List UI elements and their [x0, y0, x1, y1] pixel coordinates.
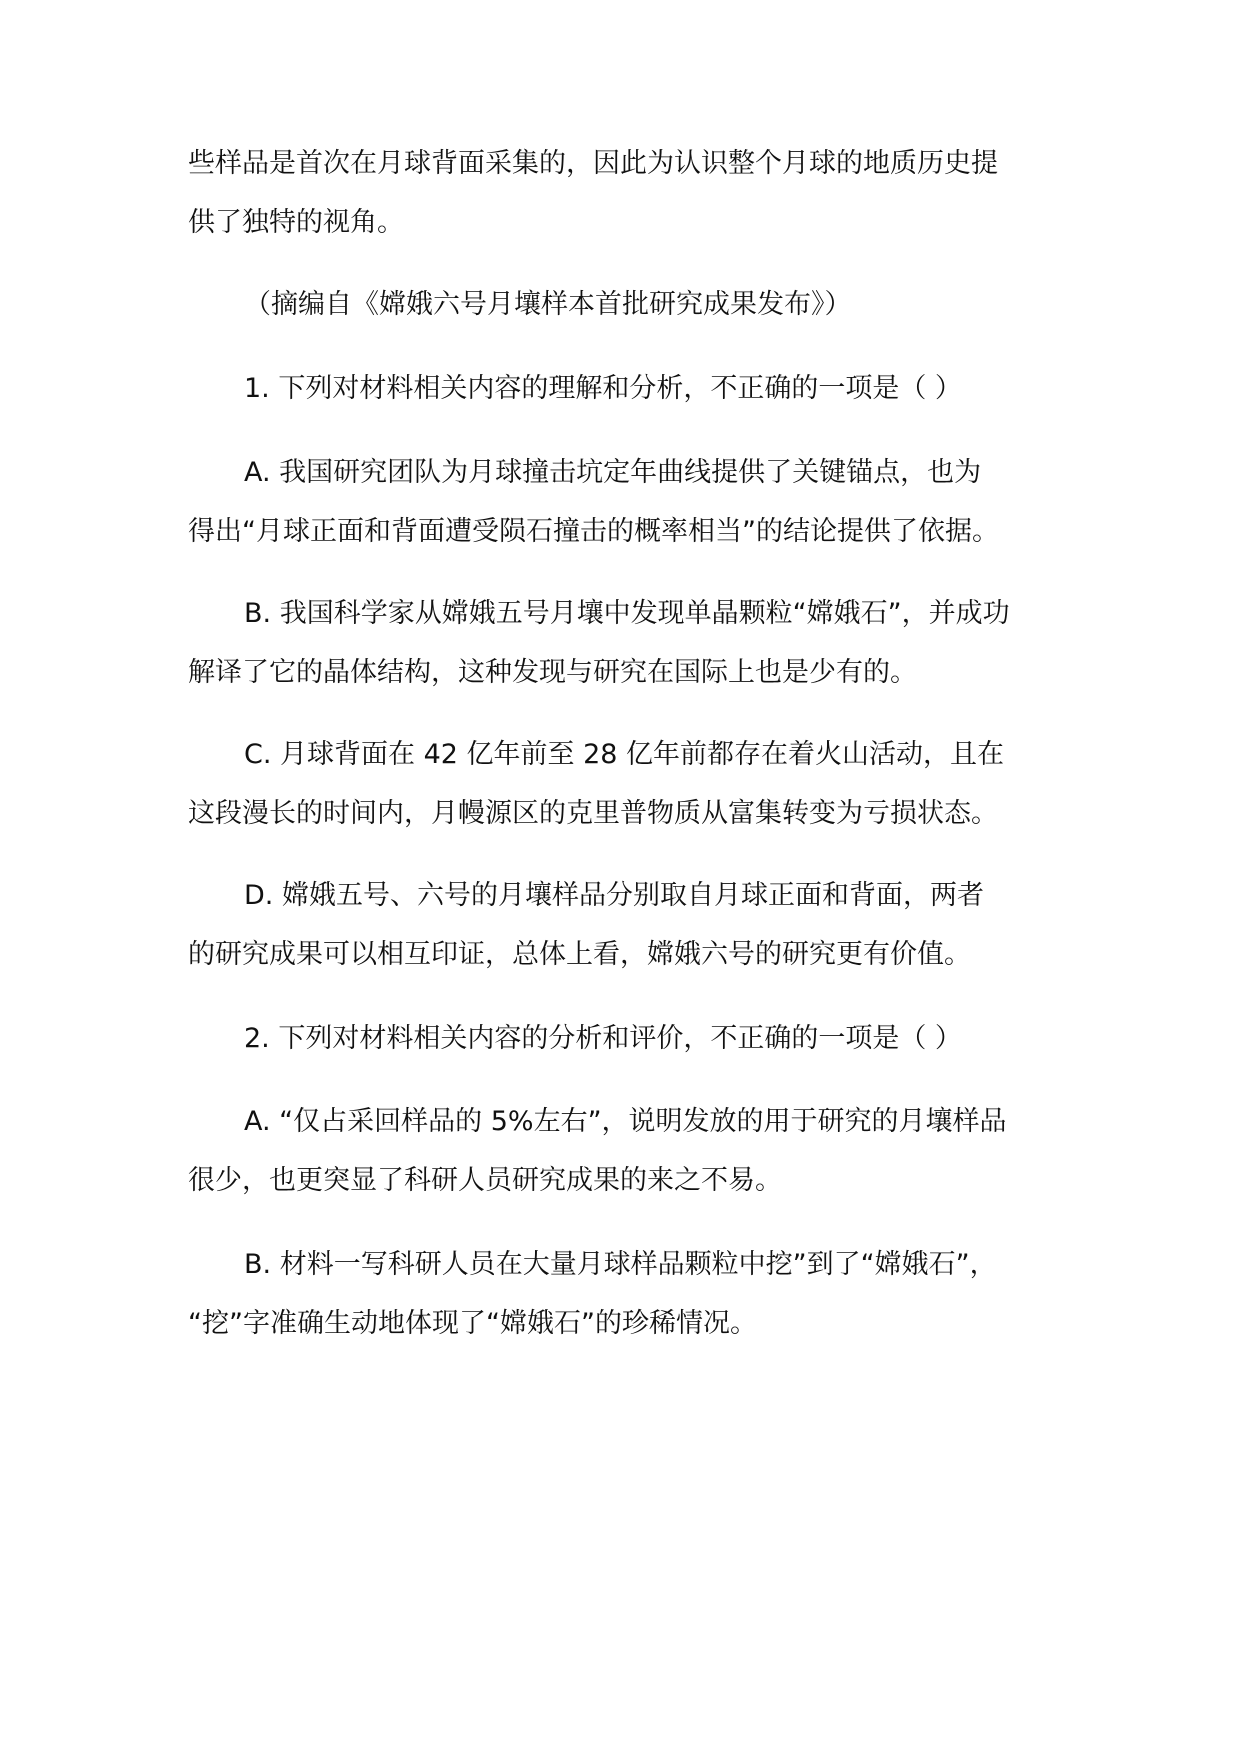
q1-option-c-line-2: 这段漫长的时间内，月幔源区的克里普物质从富集转变为亏损状态。 [188, 798, 998, 829]
q1-option-c-line-1: C. 月球背面在 42 亿年前至 28 亿年前都存在着火山活动，且在 [244, 739, 1005, 770]
question-1-stem: 1. 下列对材料相关内容的理解和分析，不正确的一项是（ ） [244, 373, 962, 404]
q1-option-a-line-2: 得出“月球正面和背面遭受陨石撞击的概率相当”的结论提供了依据。 [188, 516, 999, 547]
q1-option-d-line-1: D. 嫦娥五号、六号的月壤样品分别取自月球正面和背面，两者 [244, 880, 984, 911]
source-citation: （摘编自《嫦娥六号月壤样本首批研究成果发布》） [244, 289, 852, 320]
q1-option-d-line-2: 的研究成果可以相互印证，总体上看，嫦娥六号的研究更有价值。 [188, 939, 971, 970]
question-2-stem: 2. 下列对材料相关内容的分析和评价，不正确的一项是（ ） [244, 1023, 962, 1054]
q1-option-b-line-2: 解译了它的晶体结构，这种发现与研究在国际上也是少有的。 [188, 657, 917, 688]
q2-option-b-line-1: B. 材料一写科研人员在大量月球样品颗粒中挖”到了“嫦娥石”， [244, 1249, 997, 1280]
paragraph-line: 供了独特的视角。 [188, 207, 404, 238]
q1-option-a-line-1: A. 我国研究团队为月球撞击坑定年曲线提供了关键锚点，也为 [244, 457, 982, 488]
q1-option-b-line-1: B. 我国科学家从嫦娥五号月壤中发现单晶颗粒“嫦娥石”，并成功 [244, 598, 1010, 629]
paragraph-line: 些样品是首次在月球背面采集的，因此为认识整个月球的地质历史提 [188, 148, 998, 179]
q2-option-a-line-2: 很少，也更突显了科研人员研究成果的来之不易。 [188, 1165, 782, 1196]
q2-option-a-line-1: A. “仅占采回样品的 5%左右”，说明发放的用于研究的月壤样品 [244, 1106, 1007, 1137]
q2-option-b-line-2: “挖”字准确生动地体现了“嫦娥石”的珍稀情况。 [188, 1308, 757, 1339]
